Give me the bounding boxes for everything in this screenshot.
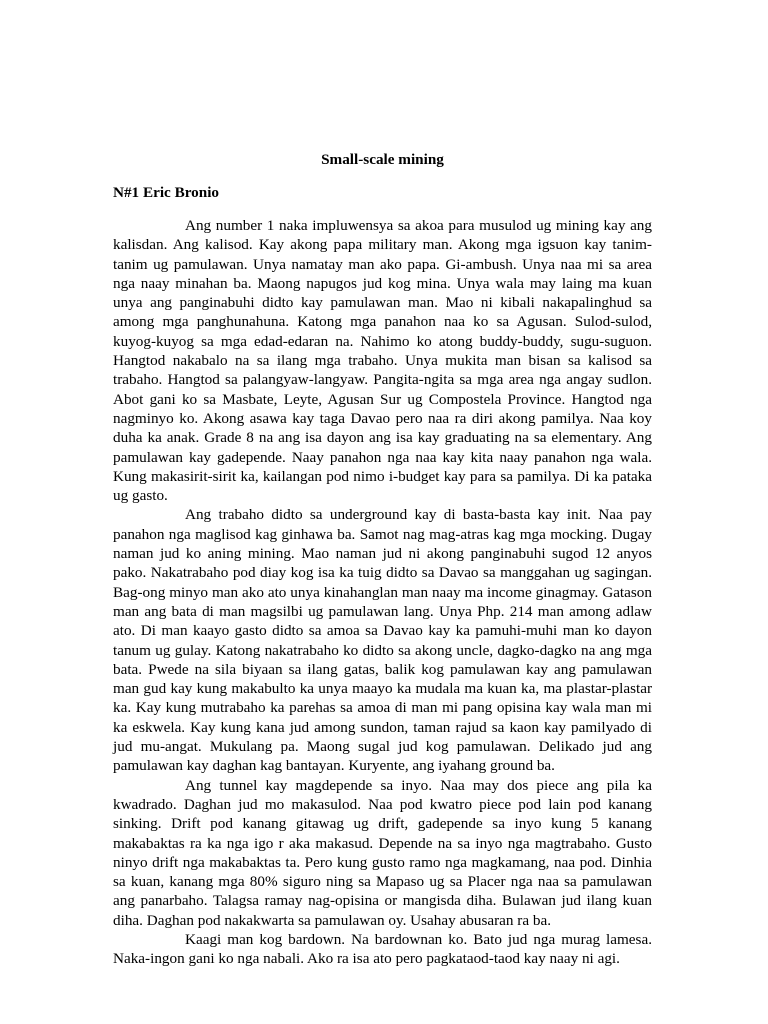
paragraph: Ang trabaho didto sa underground kay di basta-basta kay init. Naa pay panahon nga maglisod kag ginhawa ba. Samot nag mag-atras kag mga mocking. Dugay naman jud ko aning mining. Mao naman jud ni akong panginabuhi sugod 12 anyos pako. Nakatrabaho pod diay kog isa ka tuig didto sa Davao sa manggahan ug sagingan. Bag-ong minyo man ako ato unya kinahanglan man naay ma income ginagmay. Gatason man ang bata di man magsilbi ug pamulawan lang. Unya Php. 214 man among adlaw ato. Di man kaayo gasto didto sa amoa sa Davao kay ka pamuhi-muhi man ko dayon tanum ug gulay. Katong nakatrabaho ko didto sa akong uncle, dagko-dagko na ang mga bata. Pwede na sila biyaan sa ilang gatas, balik kog pamulawan kay ang pamulawan man gud kay kung makabulto ka unya maayo ka mudala ma kuan ka, ma plastar-plastar ka. Kay kung mutrabaho ka parehas sa amoa di man mi pang opisina kay wala man mi ka eskwela. Kay kung kana jud among sundon, taman rajud sa kaon kay pamilyado di jud mu-angat. Mukulang pa. Maong sugal jud kog pamulawan. Delikado jud ang pamulawan kay daghan kag bantayan. Kuryente, ang iyahang ground ba. <box>113 506 652 775</box>
document-title: Small-scale mining <box>321 151 444 168</box>
interviewee-heading: N#1 Eric Bronio <box>113 184 220 201</box>
paragraph: Ang tunnel kay magdepende sa inyo. Naa may dos piece ang pila ka kwadrado. Daghan jud mo makasulod. Naa pod kwatro piece pod lain pod kanang sinking. Drift pod kanang gitawag ug drift, gadepende sa inyo kung 5 kanang makabaktas ra ka nga igo r aka makasud. Depende na sa inyo nga magtrabaho. Gusto ninyo drift nga makabaktas ta. Pero kung gusto ramo nga magkamang, naa pod. Dinhia sa kuan, kanang mga 80% siguro ning sa Mapaso ug sa Placer nga naa sa pamulawan ang panarbaho. Talagsa ramay nag-opisina or mangisda diha. Bulawan jud ilang kuan diha. Daghan pod nakakwarta sa pamulawan oy. Usahay abusaran ra ba. <box>113 776 652 929</box>
paragraph: Kaagi man kog bardown. Na bardownan ko. Bato jud nga murag lamesa. Naka-ingon gani ko nga nabali. Ako ra isa ato pero pagkataod-taod kay naay ni agi. <box>113 930 652 968</box>
paragraph: Ang number 1 naka impluwensya sa akoa para musulod ug mining kay ang kalisdan. Ang kalisod. Kay akong papa military man. Akong mga igsuon kay tanim-tanim ug pamulawan. Unya namatay man ako papa. Gi-ambush. Unya naa mi sa area nga naay minahan ba. Maong napugos jud kog mina. Unya wala may laing ma kuan unya ang panginabuhi didto kay pamulawan man. Mao ni kibali nakapalinghud sa among mga panghunahuna. Katong mga panahon naa ko sa Agusan. Sulod-sulod, kuyog-kuyog sa mga edad-edaran na. Nahimo ko atong buddy-buddy, sugu-suguon. Hangtod nakabalo na sa ilang mga trabaho. Unya mukita man bisan sa kalisod sa trabaho. Hangtod sa palangyaw-langyaw. Pangita-ngita sa mga area nga angay sudlon. Abot gani ko sa Masbate, Leyte, Agusan Sur ug Compostela Province. Hangtod nga nagminyo ko. Akong asawa kay taga Davao pero naa ra diri akong pamilya. Naa koy duha ka anak. Grade 8 na ang isa dayon ang isa kay graduating na sa elementary. Ang pamulawan kay gadepende. Naay panahon nga naa kay kita naay panahon nga wala. Kung makasirit-sirit ka, kailangan pod nimo i-budget kay para sa pamilya. Di ka pataka ug gasto. <box>113 217 652 505</box>
document-page <box>113 150 652 1010</box>
